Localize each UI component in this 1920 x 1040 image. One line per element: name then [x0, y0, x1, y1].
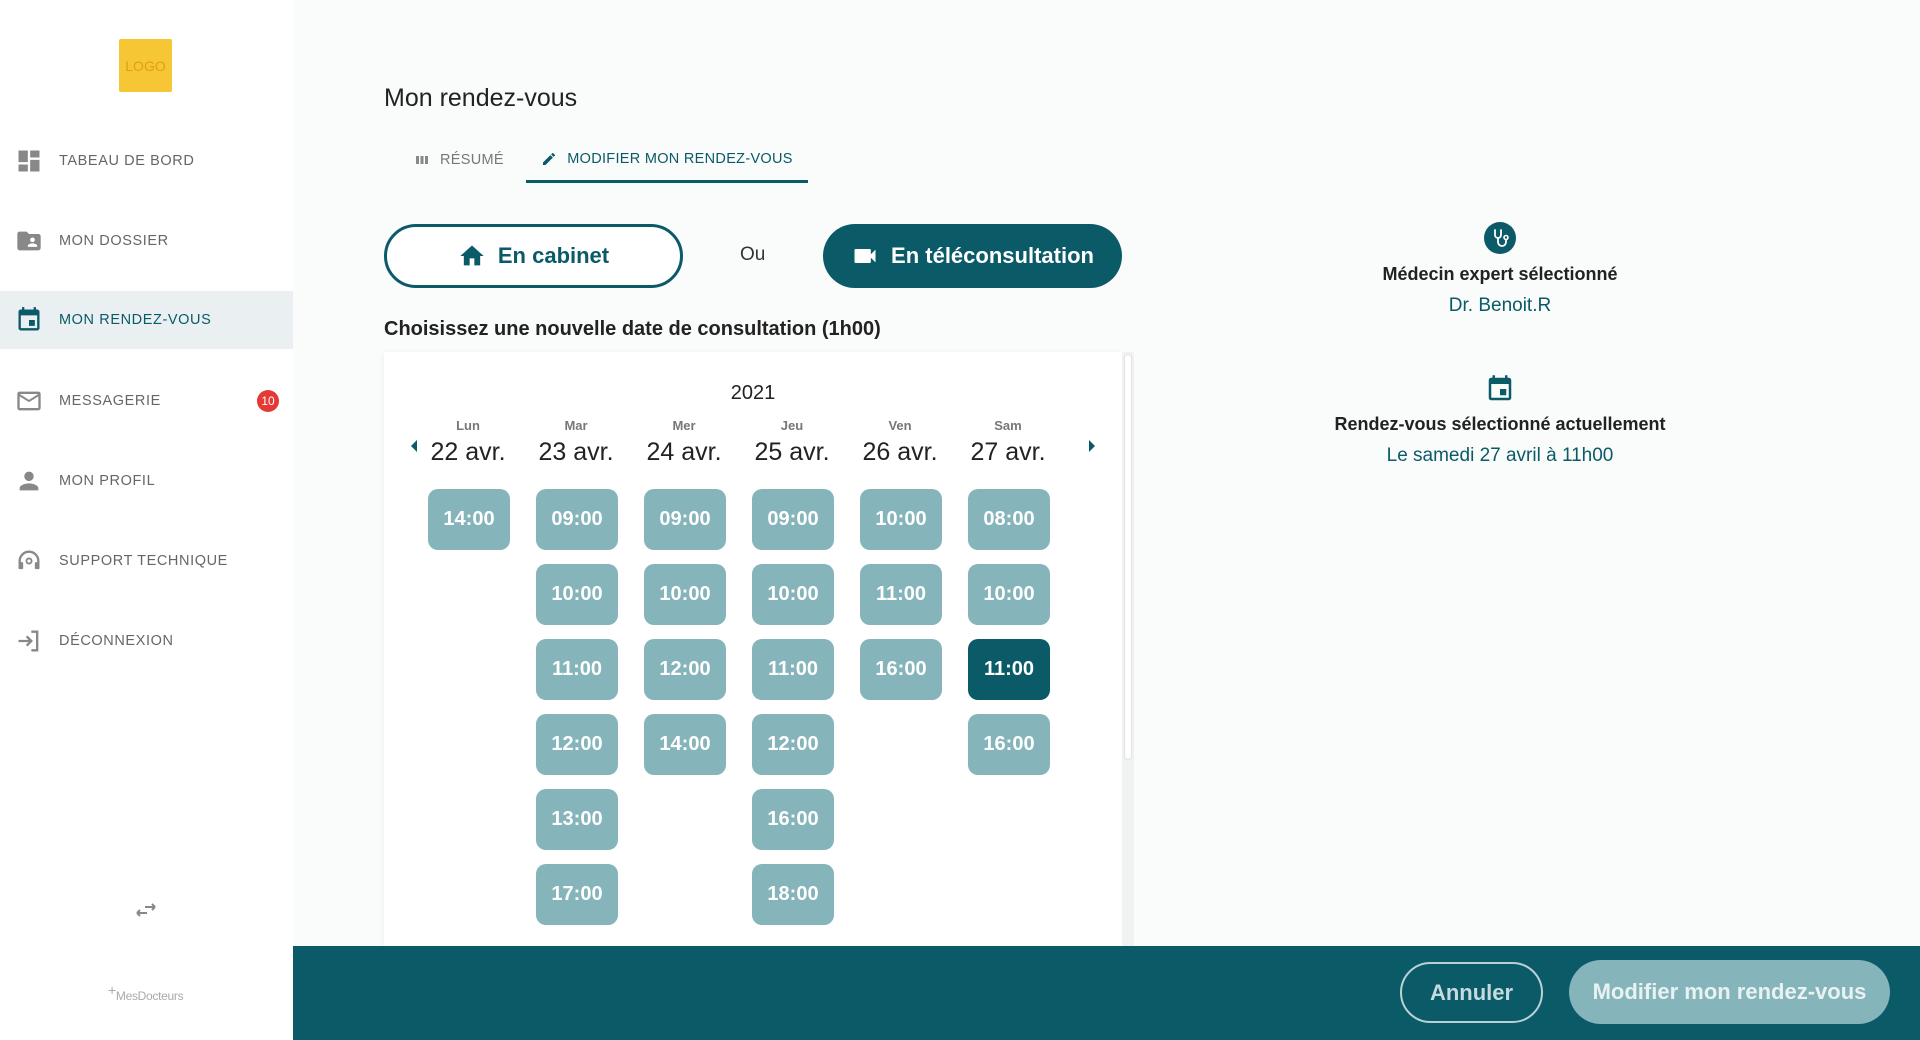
or-label: Ou: [740, 244, 766, 265]
sidebar-item-support[interactable]: [0, 532, 293, 590]
time-slot-button[interactable]: 11:00: [752, 639, 834, 700]
folder-user-icon: [15, 227, 43, 255]
day-name: Mer: [672, 418, 696, 433]
sidebar-item-label: MON DOSSIER: [59, 233, 169, 249]
appointment-title: Rendez-vous sélectionné actuellement: [1334, 414, 1666, 434]
calendar-year: 2021: [730, 382, 776, 404]
collapse-sidebar-icon[interactable]: [131, 898, 161, 922]
sidebar-item-label: TABEAU DE BORD: [59, 153, 195, 169]
stethoscope-icon: [1484, 222, 1516, 254]
headset-icon: [15, 547, 43, 575]
dashboard-icon: [15, 147, 43, 175]
day-date: 26 avr.: [862, 438, 938, 466]
choose-date-label: Choisissez une nouvelle date de consultation (1h00): [384, 318, 881, 340]
tab-modifier[interactable]: [526, 137, 808, 183]
time-slot-button[interactable]: 13:00: [536, 789, 618, 850]
logout-icon: [15, 627, 43, 655]
time-slot-button[interactable]: 14:00: [428, 489, 510, 550]
time-slot-button[interactable]: 10:00: [536, 564, 618, 625]
videocam-icon: [851, 242, 879, 270]
doctor-name: Dr. Benoit.R: [1448, 295, 1552, 316]
en-teleconsultation-button[interactable]: [823, 224, 1122, 288]
sidebar-item-messagerie[interactable]: [0, 372, 293, 430]
tab-label: MODIFIER MON RENDEZ-VOUS: [567, 150, 793, 167]
day-column: [522, 418, 630, 905]
calendar-icon: [15, 306, 43, 334]
day-date: 22 avr.: [430, 438, 506, 466]
time-slot-button[interactable]: 10:00: [752, 564, 834, 625]
home-icon: [458, 242, 486, 270]
calendar-scrollbar[interactable]: [1122, 352, 1134, 946]
tab-resume[interactable]: [414, 137, 504, 183]
day-column: [414, 418, 522, 530]
time-slot-button[interactable]: 11:00: [536, 639, 618, 700]
time-slot-button[interactable]: 16:00: [968, 714, 1050, 775]
time-slot-button[interactable]: 09:00: [752, 489, 834, 550]
mail-icon: [15, 387, 43, 415]
time-slot-button[interactable]: 12:00: [752, 714, 834, 775]
sidebar: [0, 0, 293, 1040]
day-name: Sam: [994, 418, 1022, 433]
time-slot-button[interactable]: 09:00: [536, 489, 618, 550]
time-slot-button[interactable]: 11:00: [860, 564, 942, 625]
day-column: [738, 418, 846, 905]
en-cabinet-button[interactable]: [384, 224, 683, 288]
time-slot-button[interactable]: 12:00: [536, 714, 618, 775]
time-slot-button[interactable]: 16:00: [752, 789, 834, 850]
day-column: [630, 418, 738, 755]
selected-appointment-block: [1300, 374, 1700, 467]
time-slot-button[interactable]: 11:00: [968, 639, 1050, 700]
time-slot-button[interactable]: 16:00: [860, 639, 942, 700]
sidebar-item-deconnexion[interactable]: [0, 612, 293, 670]
time-slot-button[interactable]: 10:00: [860, 489, 942, 550]
sidebar-item-label: MESSAGERIE: [59, 393, 161, 409]
columns-icon: [414, 152, 430, 168]
scrollbar-thumb[interactable]: [1124, 354, 1132, 760]
button-label: En cabinet: [497, 243, 610, 268]
day-name: Ven: [888, 418, 912, 433]
appointment-calendar: [384, 352, 1122, 946]
page-title: Mon rendez-vous: [384, 84, 578, 112]
logo: LOGO: [119, 39, 172, 92]
time-slot-button[interactable]: 18:00: [752, 864, 834, 925]
day-date: 23 avr.: [538, 438, 614, 466]
calendar-icon: [1485, 374, 1515, 404]
time-slot-button[interactable]: 12:00: [644, 639, 726, 700]
tab-bar: [384, 137, 824, 183]
day-name: Mar: [564, 418, 588, 433]
cancel-button[interactable]: Annuler: [1400, 962, 1543, 1023]
time-slot-button[interactable]: 09:00: [644, 489, 726, 550]
sidebar-item-dossier[interactable]: [0, 212, 293, 270]
time-slot-button[interactable]: 14:00: [644, 714, 726, 775]
tab-label: RÉSUMÉ: [440, 152, 504, 168]
day-date: 24 avr.: [646, 438, 722, 466]
sidebar-item-label: MON RENDEZ-VOUS: [59, 312, 212, 328]
day-column: [846, 418, 954, 680]
selected-doctor-block: [1300, 222, 1700, 317]
day-name: Lun: [456, 418, 480, 433]
day-column: [954, 418, 1062, 755]
brand-logo: +MesDocteurs: [108, 982, 184, 1003]
time-slot-button[interactable]: 10:00: [644, 564, 726, 625]
time-slot-button[interactable]: 10:00: [968, 564, 1050, 625]
person-icon: [15, 467, 43, 495]
day-date: 25 avr.: [754, 438, 830, 466]
sidebar-item-profil[interactable]: [0, 452, 293, 510]
unread-badge: 10: [257, 390, 279, 412]
sidebar-item-dashboard[interactable]: [0, 132, 293, 190]
time-slot-button[interactable]: 08:00: [968, 489, 1050, 550]
day-name: Jeu: [780, 418, 804, 433]
button-label: En téléconsultation: [891, 243, 1094, 268]
day-date: 27 avr.: [970, 438, 1046, 466]
doctor-title: Médecin expert sélectionné: [1382, 264, 1618, 284]
next-week-icon[interactable]: [1082, 436, 1102, 456]
sidebar-item-label: SUPPORT TECHNIQUE: [59, 553, 228, 569]
modify-appointment-button[interactable]: Modifier mon rendez-vous: [1569, 960, 1890, 1024]
appointment-value: Le samedi 27 avril à 11h00: [1386, 445, 1614, 466]
pencil-icon: [541, 151, 557, 167]
sidebar-item-label: MON PROFIL: [59, 473, 156, 489]
sidebar-item-label: DÉCONNEXION: [59, 633, 174, 649]
time-slot-button[interactable]: 17:00: [536, 864, 618, 925]
sidebar-item-rendez-vous[interactable]: [0, 291, 293, 349]
